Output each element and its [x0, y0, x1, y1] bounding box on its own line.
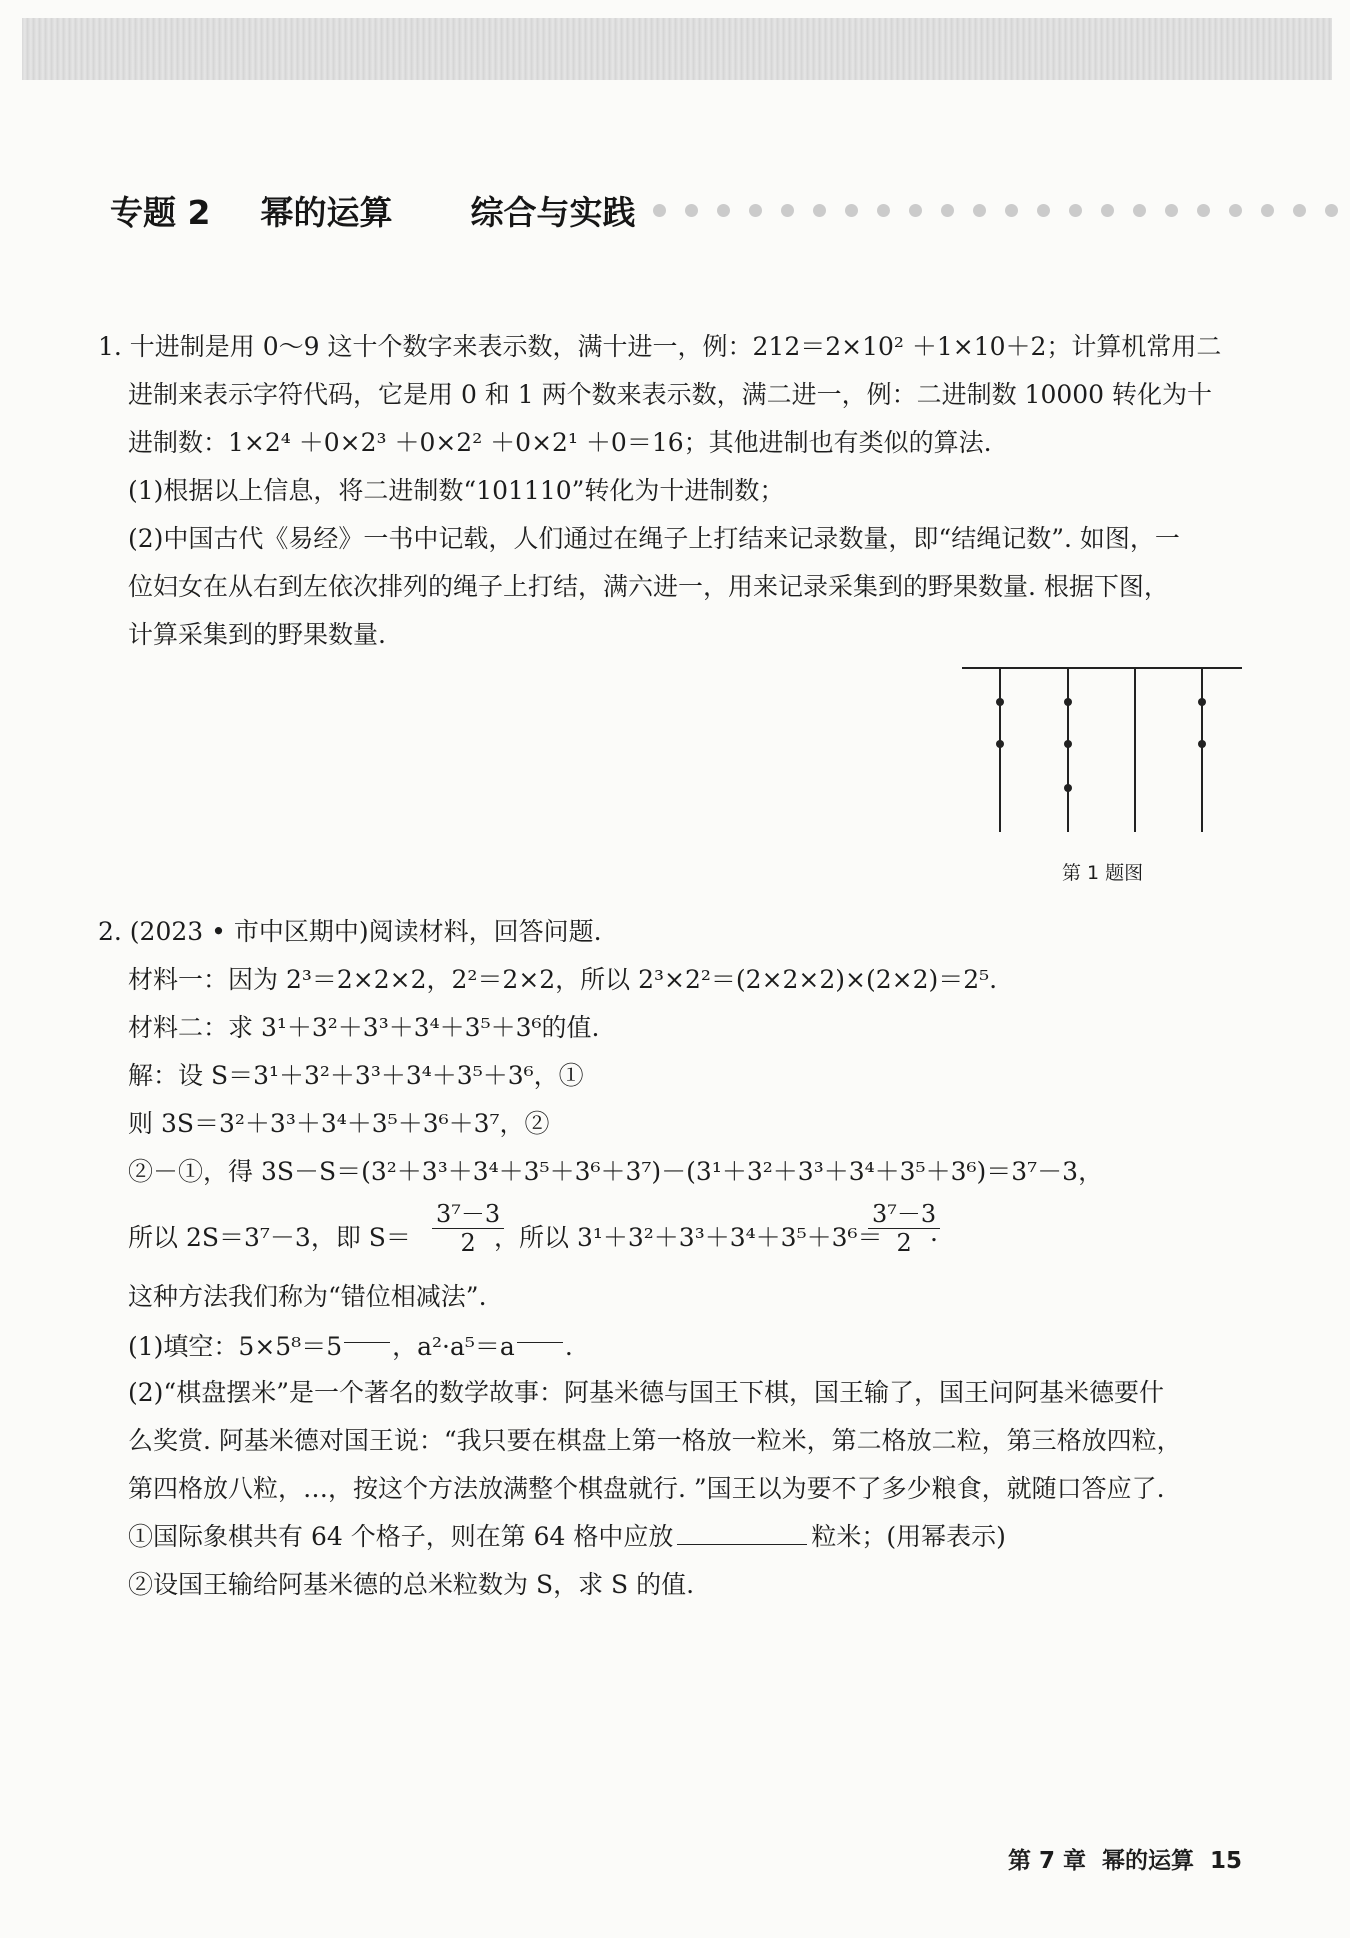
page-footer: [992, 1842, 1242, 1875]
section-header: [110, 180, 1310, 240]
figure-caption: 第 1 题图: [1062, 862, 1144, 884]
header-subtitle: 综合与实践: [470, 192, 636, 232]
q1-part2c: 计算采集到的野果数量.: [128, 620, 386, 649]
q1-line3: 进制数：1×2⁴ ＋0×2³ ＋0×2² ＋0×2¹ ＋0＝16；其他进制也有类似的算法.: [128, 428, 992, 457]
q1-line2: 进制来表示字符代码，它是用 0 和 1 两个数来表示数，满二进一，例：二进制数 10000 转化为十: [128, 380, 1213, 409]
q1-part1: (1)根据以上信息，将二进制数“101110”转化为十进制数；: [128, 476, 785, 505]
q2-part2c: 第四格放八粒，…，按这个方法放满整个棋盘就行. ”国王以为要不了多少粮食，就随口答应了.: [128, 1474, 1165, 1503]
q2-part2d-a: ①国际象棋共有 64 个格子，则在第 64 格中应放: [128, 1522, 674, 1551]
footer-title: 幂的运算: [1101, 1848, 1194, 1874]
q2-part2d: [128, 1520, 1006, 1554]
header-dots: [653, 204, 1350, 217]
q2-method: 这种方法我们称为“错位相减法”.: [128, 1282, 487, 1311]
top-band: [22, 18, 1332, 80]
q2-line1: 2. (2023 • 市中区期中)阅读材料，回答问题.: [98, 917, 602, 946]
q2-material2: 材料二：求 3¹＋3²＋3³＋3⁴＋3⁵＋3⁶的值.: [128, 1013, 600, 1042]
q2-solution4a: 所以 2S＝3⁷－3，即 S＝: [128, 1223, 411, 1252]
q2-material1: 材料一：因为 2³＝2×2×2，2²＝2×2，所以 2³×2²＝(2×2×2)×(2×2)＝2⁵.: [128, 965, 998, 994]
q2-part2e: ②设国王输给阿基米德的总米粒数为 S，求 S 的值.: [128, 1570, 695, 1599]
knot-rope-figure: [960, 662, 1250, 842]
q1-part2a: (2)中国古代《易经》一书中记载，人们通过在绳子上打结来记录数量，即“结绳记数”. 如图，一: [128, 524, 1180, 553]
q1-line1: 1. 十进制是用 0～9 这十个数字来表示数，满十进一，例：212＝2×10² ＋1×10＋2；计算机常用二: [98, 332, 1222, 361]
fraction-2-numerator: 3⁷－3: [868, 1200, 940, 1229]
answer-blank[interactable]: [677, 1524, 807, 1545]
fraction-1-numerator: 3⁷－3: [432, 1200, 504, 1229]
q2-part1-c: .: [564, 1332, 573, 1361]
exponent-blank-2[interactable]: [517, 1328, 563, 1343]
footer-chapter: 第 7 章: [1007, 1848, 1086, 1874]
q2-solution3: ②－①，得 3S－S＝(3²＋3³＋3⁴＋3⁵＋3⁶＋3⁷)－(3¹＋3²＋3³＋3⁴＋3⁵＋3⁶)＝3⁷－3，: [128, 1157, 1104, 1186]
exponent-blank-1[interactable]: [344, 1328, 390, 1343]
fraction-1-denominator: 2: [460, 1229, 476, 1257]
q2-part1-a: (1)填空：5×5⁸＝5: [128, 1332, 343, 1361]
q2-solution4-end: .: [930, 1218, 938, 1247]
q2-solution1: 解：设 S＝3¹＋3²＋3³＋3⁴＋3⁵＋3⁶，①: [128, 1061, 584, 1090]
header-title: 幂的运算: [260, 192, 393, 232]
fraction-2-denominator: 2: [896, 1229, 912, 1257]
q2-part2a: (2)“棋盘摆米”是一个著名的数学故事：阿基米德与国王下棋，国王输了，国王问阿基米德要什: [128, 1378, 1164, 1407]
q2-solution4b: ，所以 3¹＋3²＋3³＋3⁴＋3⁵＋3⁶＝: [494, 1223, 883, 1252]
q2-part2d-b: 粒米；(用幂表示): [811, 1522, 1006, 1551]
q2-part2b: 么奖赏. 阿基米德对国王说：“我只要在棋盘上第一格放一粒米，第二格放二粒，第三格放四粒，: [128, 1426, 1182, 1455]
page-number: 15: [1209, 1848, 1242, 1874]
topic-label: 专题 2: [110, 192, 211, 232]
q2-part1: [128, 1328, 573, 1364]
q1-part2b: 位妇女在从右到左依次排列的绳子上打结，满六进一，用来记录采集到的野果数量. 根据下图，: [128, 572, 1169, 601]
q2-part1-b: ，a²·a⁵＝a: [392, 1332, 515, 1361]
q2-solution2: 则 3S＝3²＋3³＋3⁴＋3⁵＋3⁶＋3⁷，②: [128, 1109, 550, 1138]
